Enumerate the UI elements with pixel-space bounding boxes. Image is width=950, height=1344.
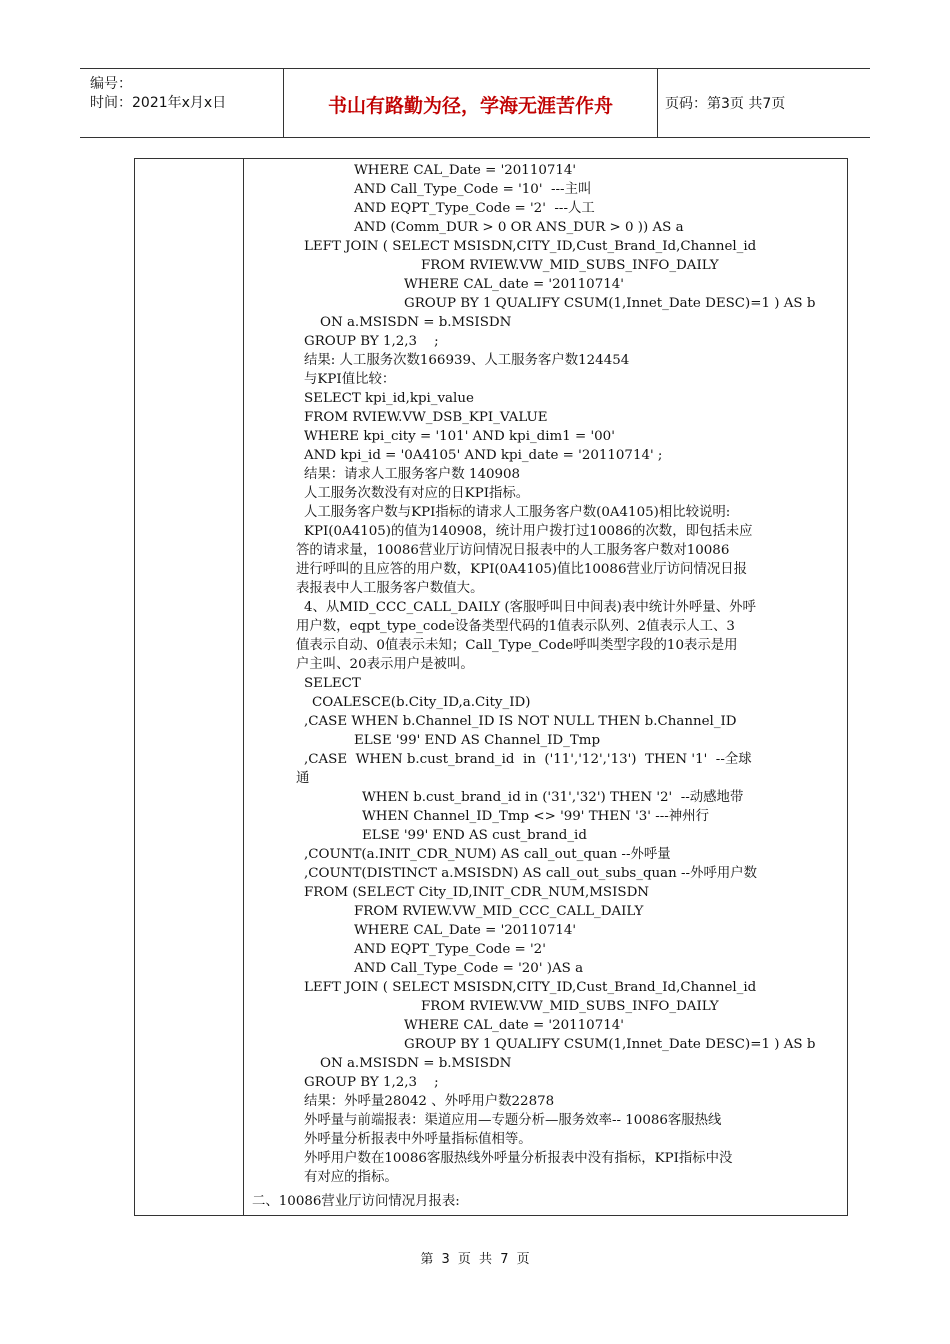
page-header (80, 68, 870, 138)
section-heading: 二、10086营业厅访问情况月报表: (252, 1194, 460, 1209)
sql-line: FROM RVIEW.VW_DSB_KPI_VALUE (304, 410, 548, 425)
header-page-label: 页码：第3页 共7页 (665, 96, 786, 112)
text-line: 结果：请求人工服务客户数 140908 (304, 467, 521, 482)
document-time-label: 时间：2021年x月x日 (90, 95, 227, 111)
text-line: 户主叫、20表示用户是被叫。 (296, 657, 474, 672)
sql-line: WHEN b.cust_brand_id in ('31','32') THEN '2' --动感地带 (362, 790, 744, 805)
sql-line: AND kpi_id = '0A4105' AND kpi_date = '20110714' ; (304, 448, 663, 463)
sql-line: AND EQPT_Type_Code = '2' ---人工 (354, 201, 595, 216)
sql-line: ,COUNT(a.INIT_CDR_NUM) AS call_out_quan --外呼量 (304, 847, 671, 862)
sql-line: FROM RVIEW.VW_MID_SUBS_INFO_DAILY (421, 999, 719, 1014)
text-line: 有对应的指标。 (304, 1170, 398, 1185)
page-footer: 第 3 页 共 7 页 (420, 1252, 530, 1267)
text-line: 4、从MID_CCC_CALL_DAILY (客服呼叫日中间表)表中统计外呼量、外呼 (304, 600, 756, 615)
text-line: 进行呼叫的且应答的用户数，KPI(0A4105)值比10086营业厅访问情况日报 (296, 562, 747, 577)
text-line: 人工服务客户数与KPI指标的请求人工服务客户数(0A4105)相比较说明: (304, 505, 731, 520)
sql-line: GROUP BY 1,2,3 ; (304, 334, 439, 349)
text-line: 表报表中人工服务客户数值大。 (296, 581, 484, 596)
sql-line: WHERE CAL_Date = '20110714' (354, 163, 577, 178)
table-left-column (135, 159, 244, 1215)
sql-line: LEFT JOIN ( SELECT MSISDN,CITY_ID,Cust_Brand_Id,Channel_id (304, 980, 757, 995)
sql-line: ,CASE WHEN b.cust_brand_id in ('11','12','13') THEN '1' --全球 (304, 752, 752, 767)
sql-line: 通 (296, 771, 310, 786)
sql-line: LEFT JOIN ( SELECT MSISDN,CITY_ID,Cust_Brand_Id,Channel_id (304, 239, 757, 254)
sql-line: ,CASE WHEN b.Channel_ID IS NOT NULL THEN b.Channel_ID (304, 714, 737, 729)
sql-line: SELECT (304, 676, 361, 691)
text-line: 与KPI值比较： (304, 372, 396, 387)
sql-line: ON a.MSISDN = b.MSISDN (320, 1056, 512, 1071)
sql-line: AND EQPT_Type_Code = '2' (354, 942, 546, 957)
sql-line: AND (Comm_DUR > 0 OR ANS_DUR > 0 )) AS a (354, 220, 684, 235)
sql-line: GROUP BY 1 QUALIFY CSUM(1,Innet_Date DESC)=1 ) AS b (404, 296, 816, 311)
text-line: KPI(0A4105)的值为140908，统计用户拨打过10086的次数，即包括未应 (304, 524, 753, 539)
text-line: 外呼用户数在10086客服热线外呼量分析报表中没有指标，KPI指标中没 (304, 1151, 733, 1166)
sql-line: FROM (SELECT City_ID,INIT_CDR_NUM,MSISDN (304, 885, 650, 900)
sql-line: GROUP BY 1 QUALIFY CSUM(1,Innet_Date DESC)=1 ) AS b (404, 1037, 816, 1052)
sql-line: WHERE kpi_city = '101' AND kpi_dim1 = '00' (304, 429, 615, 444)
sql-line: SELECT kpi_id,kpi_value (304, 391, 474, 406)
sql-line: ,COUNT(DISTINCT a.MSISDN) AS call_out_subs_quan --外呼用户数 (304, 866, 758, 881)
text-line: 人工服务次数没有对应的日KPI指标。 (304, 486, 530, 501)
header-right-cell (657, 69, 870, 137)
sql-line: AND Call_Type_Code = '10' ---主叫 (354, 182, 592, 197)
text-line: 外呼量与前端报表：渠道应用—专题分析—服务效率-- 10086客服热线 (304, 1113, 722, 1128)
sql-line: WHERE CAL_date = '20110714' (404, 277, 624, 292)
sql-line: ELSE '99' END AS cust_brand_id (362, 828, 587, 843)
text-line: 值表示自动、0值表示未知；Call_Type_Code呼叫类型字段的10表示是用 (296, 638, 738, 653)
header-center-cell (283, 69, 658, 137)
sql-line: WHERE CAL_date = '20110714' (404, 1018, 624, 1033)
header-motto: 书山有路勤为径，学海无涯苦作舟 (327, 95, 613, 117)
sql-line: COALESCE(b.City_ID,a.City_ID) (312, 695, 531, 710)
text-line: 答的请求量，10086营业厅访问情况日报表中的人工服务客户数对10086 (296, 543, 730, 558)
text-line: 结果：外呼量28042 、外呼用户数22878 (304, 1094, 555, 1109)
sql-line: WHEN Channel_ID_Tmp <> '99' THEN '3' ---神州行 (362, 809, 709, 824)
text-line: 用户数，eqpt_type_code设备类型代码的1值表示队列、2值表示人工、3 (296, 619, 735, 634)
text-line: 结果: 人工服务次数166939、人工服务客户数124454 (304, 353, 630, 368)
sql-line: FROM RVIEW.VW_MID_SUBS_INFO_DAILY (421, 258, 719, 273)
sql-line: GROUP BY 1,2,3 ; (304, 1075, 439, 1090)
header-left-cell (80, 69, 283, 137)
document-number-label: 编号： (90, 76, 132, 92)
sql-line: WHERE CAL_Date = '20110714' (354, 923, 577, 938)
sql-line: ELSE '99' END AS Channel_ID_Tmp (354, 733, 601, 748)
sql-line: ON a.MSISDN = b.MSISDN (320, 315, 512, 330)
sql-line: FROM RVIEW.VW_MID_CCC_CALL_DAILY (354, 904, 644, 919)
text-line: 外呼量分析报表中外呼量指标值相等。 (304, 1132, 532, 1147)
sql-line: AND Call_Type_Code = '20' )AS a (354, 961, 584, 976)
